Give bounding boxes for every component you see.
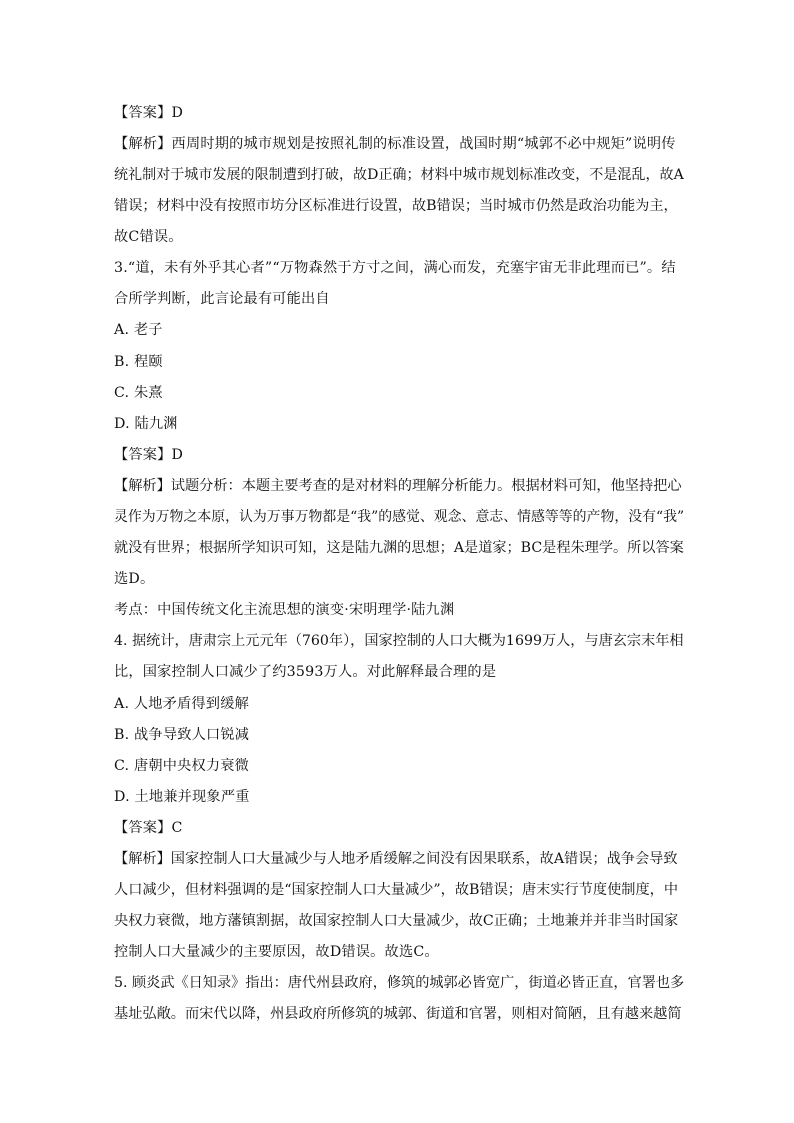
q4-option-a: A. 人地矛盾得到缓解 <box>114 696 249 712</box>
q4-analysis-line: 央权力衰微，地方藩镇割据，故国家控制人口大量减少，故C正确；土地兼并并非当时国家 <box>114 913 679 929</box>
q2-analysis-line: 错误；材料中没有按照市坊分区标准进行设置，故B错误；当时城市仍然是政治功能为主， <box>114 198 678 214</box>
q4-option-b: B. 战争导致人口锐减 <box>114 727 250 743</box>
q3-kaodian: 考点：中国传统文化主流思想的演变·宋明理学·陆九渊 <box>114 602 455 618</box>
q5-stem-line: 5. 顾炎武《日知录》指出：唐代州县政府，修筑的城郭必皆宽广，街道必皆正直，官署也多 <box>114 975 685 991</box>
q3-analysis-line: 灵作为万物之本原，认为万事万物都是“我”的感觉、观念、意志、情感等等的产物，没有“我” <box>114 509 685 525</box>
q2-answer: 【答案】D <box>114 105 184 121</box>
q5-stem-line: 基址弘敞。而宋代以降，州县政府所修筑的城郭、街道和官署，则相对简陋，且有越来越简 <box>114 1006 682 1022</box>
q3-analysis-line: 选D。 <box>114 571 155 587</box>
q4-analysis-line: 控制人口大量减少的主要原因，故D错误。故选C。 <box>114 944 439 960</box>
q3-option-c: C. 朱熹 <box>114 385 163 401</box>
q4-option-d: D. 土地兼并现象严重 <box>114 789 250 805</box>
q2-analysis-line: 统礼制对于城市发展的限制遭到打破，故D正确；材料中城市规划标准改变，不是混乱，故A <box>114 167 684 183</box>
q3-analysis-line: 就没有世界；根据所学知识可知，这是陆九渊的思想；A是道家；BC是程朱理学。所以答案 <box>114 540 684 556</box>
q4-option-c: C. 唐朝中央权力衰微 <box>114 758 250 774</box>
q4-analysis-line: 【解析】国家控制人口大量减少与人地矛盾缓解之间没有因果联系，故A错误；战争会导致 <box>114 851 678 867</box>
q3-option-d: D. 陆九渊 <box>114 416 178 432</box>
q4-answer: 【答案】C <box>114 820 183 836</box>
q3-option-a: A. 老子 <box>114 322 163 338</box>
q4-stem-line: 4. 据统计，唐肃宗上元元年（760年），国家控制的人口大概为1699万人，与唐玄宗末年相 <box>114 633 684 649</box>
q4-analysis-line: 人口减少，但材料强调的是“国家控制人口大量减少”，故B错误；唐末实行节度使制度，中 <box>114 882 679 898</box>
q3-analysis-line: 【解析】试题分析：本题主要考查的是对材料的理解分析能力。根据材料可知，他坚持把心 <box>114 478 682 494</box>
q2-analysis-line: 【解析】西周时期的城市规划是按照礼制的标准设置，战国时期“城郭不必中规矩”说明传 <box>114 136 676 152</box>
q3-option-b: B. 程颐 <box>114 354 163 370</box>
q2-analysis-line: 故C错误。 <box>114 229 183 245</box>
q3-stem-line: 合所学判断，此言论最有可能出自 <box>114 291 330 307</box>
q3-stem-line: 3.“道，未有外乎其心者”“万物森然于方寸之间，满心而发，充塞宇宙无非此理而已”。结 <box>114 260 676 276</box>
q3-answer: 【答案】D <box>114 447 184 463</box>
q4-stem-line: 比，国家控制人口减少了约3593万人。对此解释最合理的是 <box>114 664 497 680</box>
